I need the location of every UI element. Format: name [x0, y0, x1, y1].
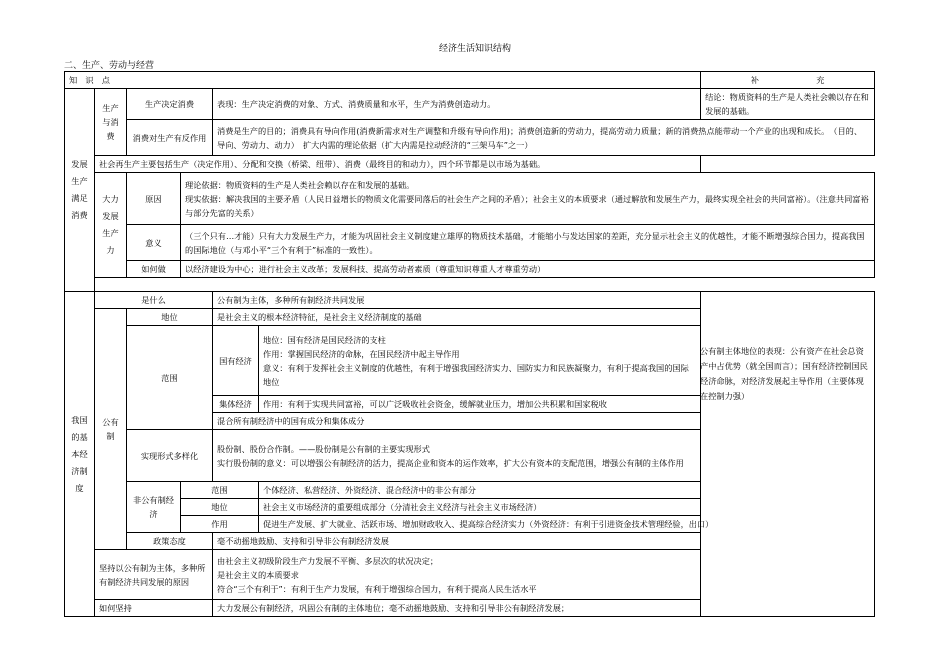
state-meaning: 意义：有利于发挥社会主义制度的优越性，有利于增强我国经济实力、国防实力和民族凝聚力，有利于提高我国的国际地位	[263, 362, 689, 387]
collective-text: 作用：有利于实现共同富裕，可以广泛吸收社会资金，缓解就业压力，增加公共积累和国家税收	[259, 396, 701, 413]
why-label: 坚持以公有制为主体，多种所有制经济共同发展的原因	[95, 550, 213, 600]
how-keep-text: 大力发展公有制经济，巩固公有制的主体地位；毫不动摇地鼓励、支持和引导非公有制经济发展；	[213, 600, 701, 617]
what-text: 公有制为主体，多种所有制经济共同发展	[213, 292, 701, 309]
document-title: 经济生活知识结构	[438, 44, 511, 54]
block2-side-label: 我国的基本经济制度	[65, 292, 95, 617]
np-role-text: 促进生产发展、扩大就业、活跃市场、增加财政收入、提高综合经济实力（外资经济：有利于引进资金技术管理经验，出口）	[259, 516, 875, 533]
supplement-blank	[701, 292, 875, 617]
production-decides-label: 生产决定消费	[127, 89, 213, 120]
policy-label: 政策态度	[127, 533, 213, 550]
reason-theory: 理论依据：物质资料的生产是人类社会赖以存在和发展的基础。	[185, 179, 415, 190]
state-economy-cell	[259, 326, 701, 396]
why-text-3: 符合“三个有利于”：有利于生产力发展，有利于增强综合国力，有利于提高人民生活水平	[217, 583, 537, 594]
section-heading: 二、生产、劳动与经营	[64, 61, 155, 71]
np-role-label: 作用	[181, 516, 259, 533]
productivity-label: 大力发展生产力	[95, 173, 127, 278]
why-cell	[213, 550, 701, 600]
consumption-reaction-label: 消费对生产有反作用	[127, 120, 213, 156]
production-conclusion: 结论：物质资料的生产是人类社会赖以存在和发展的基础。	[701, 89, 875, 120]
status-label: 地位	[127, 309, 213, 326]
state-position: 地位：国有经济是国民经济的支柱	[263, 334, 386, 345]
reason-reality: 现实依据：解决我国的主要矛盾（人民日益增长的物质文化需要同落后的社会生产之间的矛盾）；社会主义的本质要求（通过解放和发展生产力，最终实现全社会的共同富裕）。（注意共同富裕与部分先富的关系）	[185, 193, 869, 218]
public-supplement-note: 公有制主体地位的表现：公有资产在社会总资产中占优势（就全国而言）；国有经济控制国民经济命脉，对经济发展起主导作用（主要体现在控制力强）	[700, 346, 868, 401]
how-text: 以经济建设为中心；进行社会主义改革；发展科技、提高劳动者素质（尊重知识尊重人才尊重劳动）	[181, 261, 875, 278]
forms-label: 实现形式多样化	[127, 430, 213, 482]
np-status-label: 地位	[181, 499, 259, 516]
np-scope-text: 个体经济、私营经济、外资经济、混合经济中的非公有部分	[259, 482, 875, 499]
reason-label: 原因	[127, 173, 181, 225]
production-consumption-label: 生产与消费	[95, 89, 127, 156]
table-header-row	[65, 72, 875, 89]
public-ownership-label: 公有制	[95, 309, 127, 550]
meaning-text: （三个只有…才能）只有大力发展生产力，才能为巩固社会主义制度建立雄厚的物质技术基础，才能缩小与发达国家的差距，充分显示社会主义的优越性，才能不断增强综合国力，提高我国的国际地位（与邓小平“三个有利于”标准的一致性）。	[181, 225, 875, 261]
forms-text-2: 实行股份制的意义：可以增强公有制经济的活力，提高企业和资本的运作效率，扩大公有资本的支配范围，增强公有制的主体作用	[217, 457, 684, 468]
policy-text: 毫不动摇地鼓励、支持和引导非公有制经济发展	[213, 533, 701, 550]
mixed-text: 混合所有制经济中的国有成分和集体成分	[213, 413, 701, 430]
nonpublic-label: 非公有制经济	[127, 482, 181, 533]
forms-cell	[213, 430, 701, 482]
why-text-1: 由社会主义初级阶段生产力发展不平衡、多层次的状况决定；	[217, 555, 439, 566]
header-knowledge: 知 识 点	[65, 72, 701, 89]
forms-text-1: 股份制、股份合作制。——股份制是公有制的主要实现形式	[217, 443, 430, 454]
state-economy-label: 国有经济	[213, 326, 259, 396]
state-role: 作用：掌握国民经济的命脉，在国民经济中起主导作用	[263, 348, 460, 359]
block1-side-label: 发展生产满足消费	[65, 89, 95, 292]
header-supplement: 补 充	[701, 72, 875, 89]
np-status-text: 社会主义市场经济的重要组成部分（分清社会主义经济与社会主义市场经济）	[259, 499, 875, 516]
scope-label: 范围	[127, 326, 213, 430]
why-text-2: 是社会主义的本质要求	[217, 569, 299, 580]
reproduction-text: 社会再生产主要包括生产（决定作用）、分配和交换（桥梁、纽带）、消费（最终目的和动力），四个环节都是以市场为基础。	[95, 156, 701, 173]
what-label: 是什么	[95, 292, 213, 309]
status-text: 是社会主义的根本经济特征，是社会主义经济制度的基础	[213, 309, 701, 326]
meaning-label: 意义	[127, 225, 181, 261]
reason-cell	[181, 173, 875, 225]
collective-label: 集体经济	[213, 396, 259, 413]
how-keep-label: 如何坚持	[95, 600, 213, 617]
how-label: 如何做	[127, 261, 181, 278]
np-scope-label: 范围	[181, 482, 259, 499]
production-decides-text: 表现：生产决定消费的对象、方式、消费质量和水平，生产为消费创造动力。	[213, 89, 701, 120]
consumption-reaction-text: 消费是生产的目的；消费具有导向作用(消费新需求对生产调整和升级有导向作用)；消费创造新的劳动力，提高劳动力质量；新的消费热点能带动一个产业的出现和成长。 （目的、导向、劳动力、动力） 扩大内需的理论依据（扩大内需是拉动经济的“三架马车”之一）	[213, 120, 875, 156]
